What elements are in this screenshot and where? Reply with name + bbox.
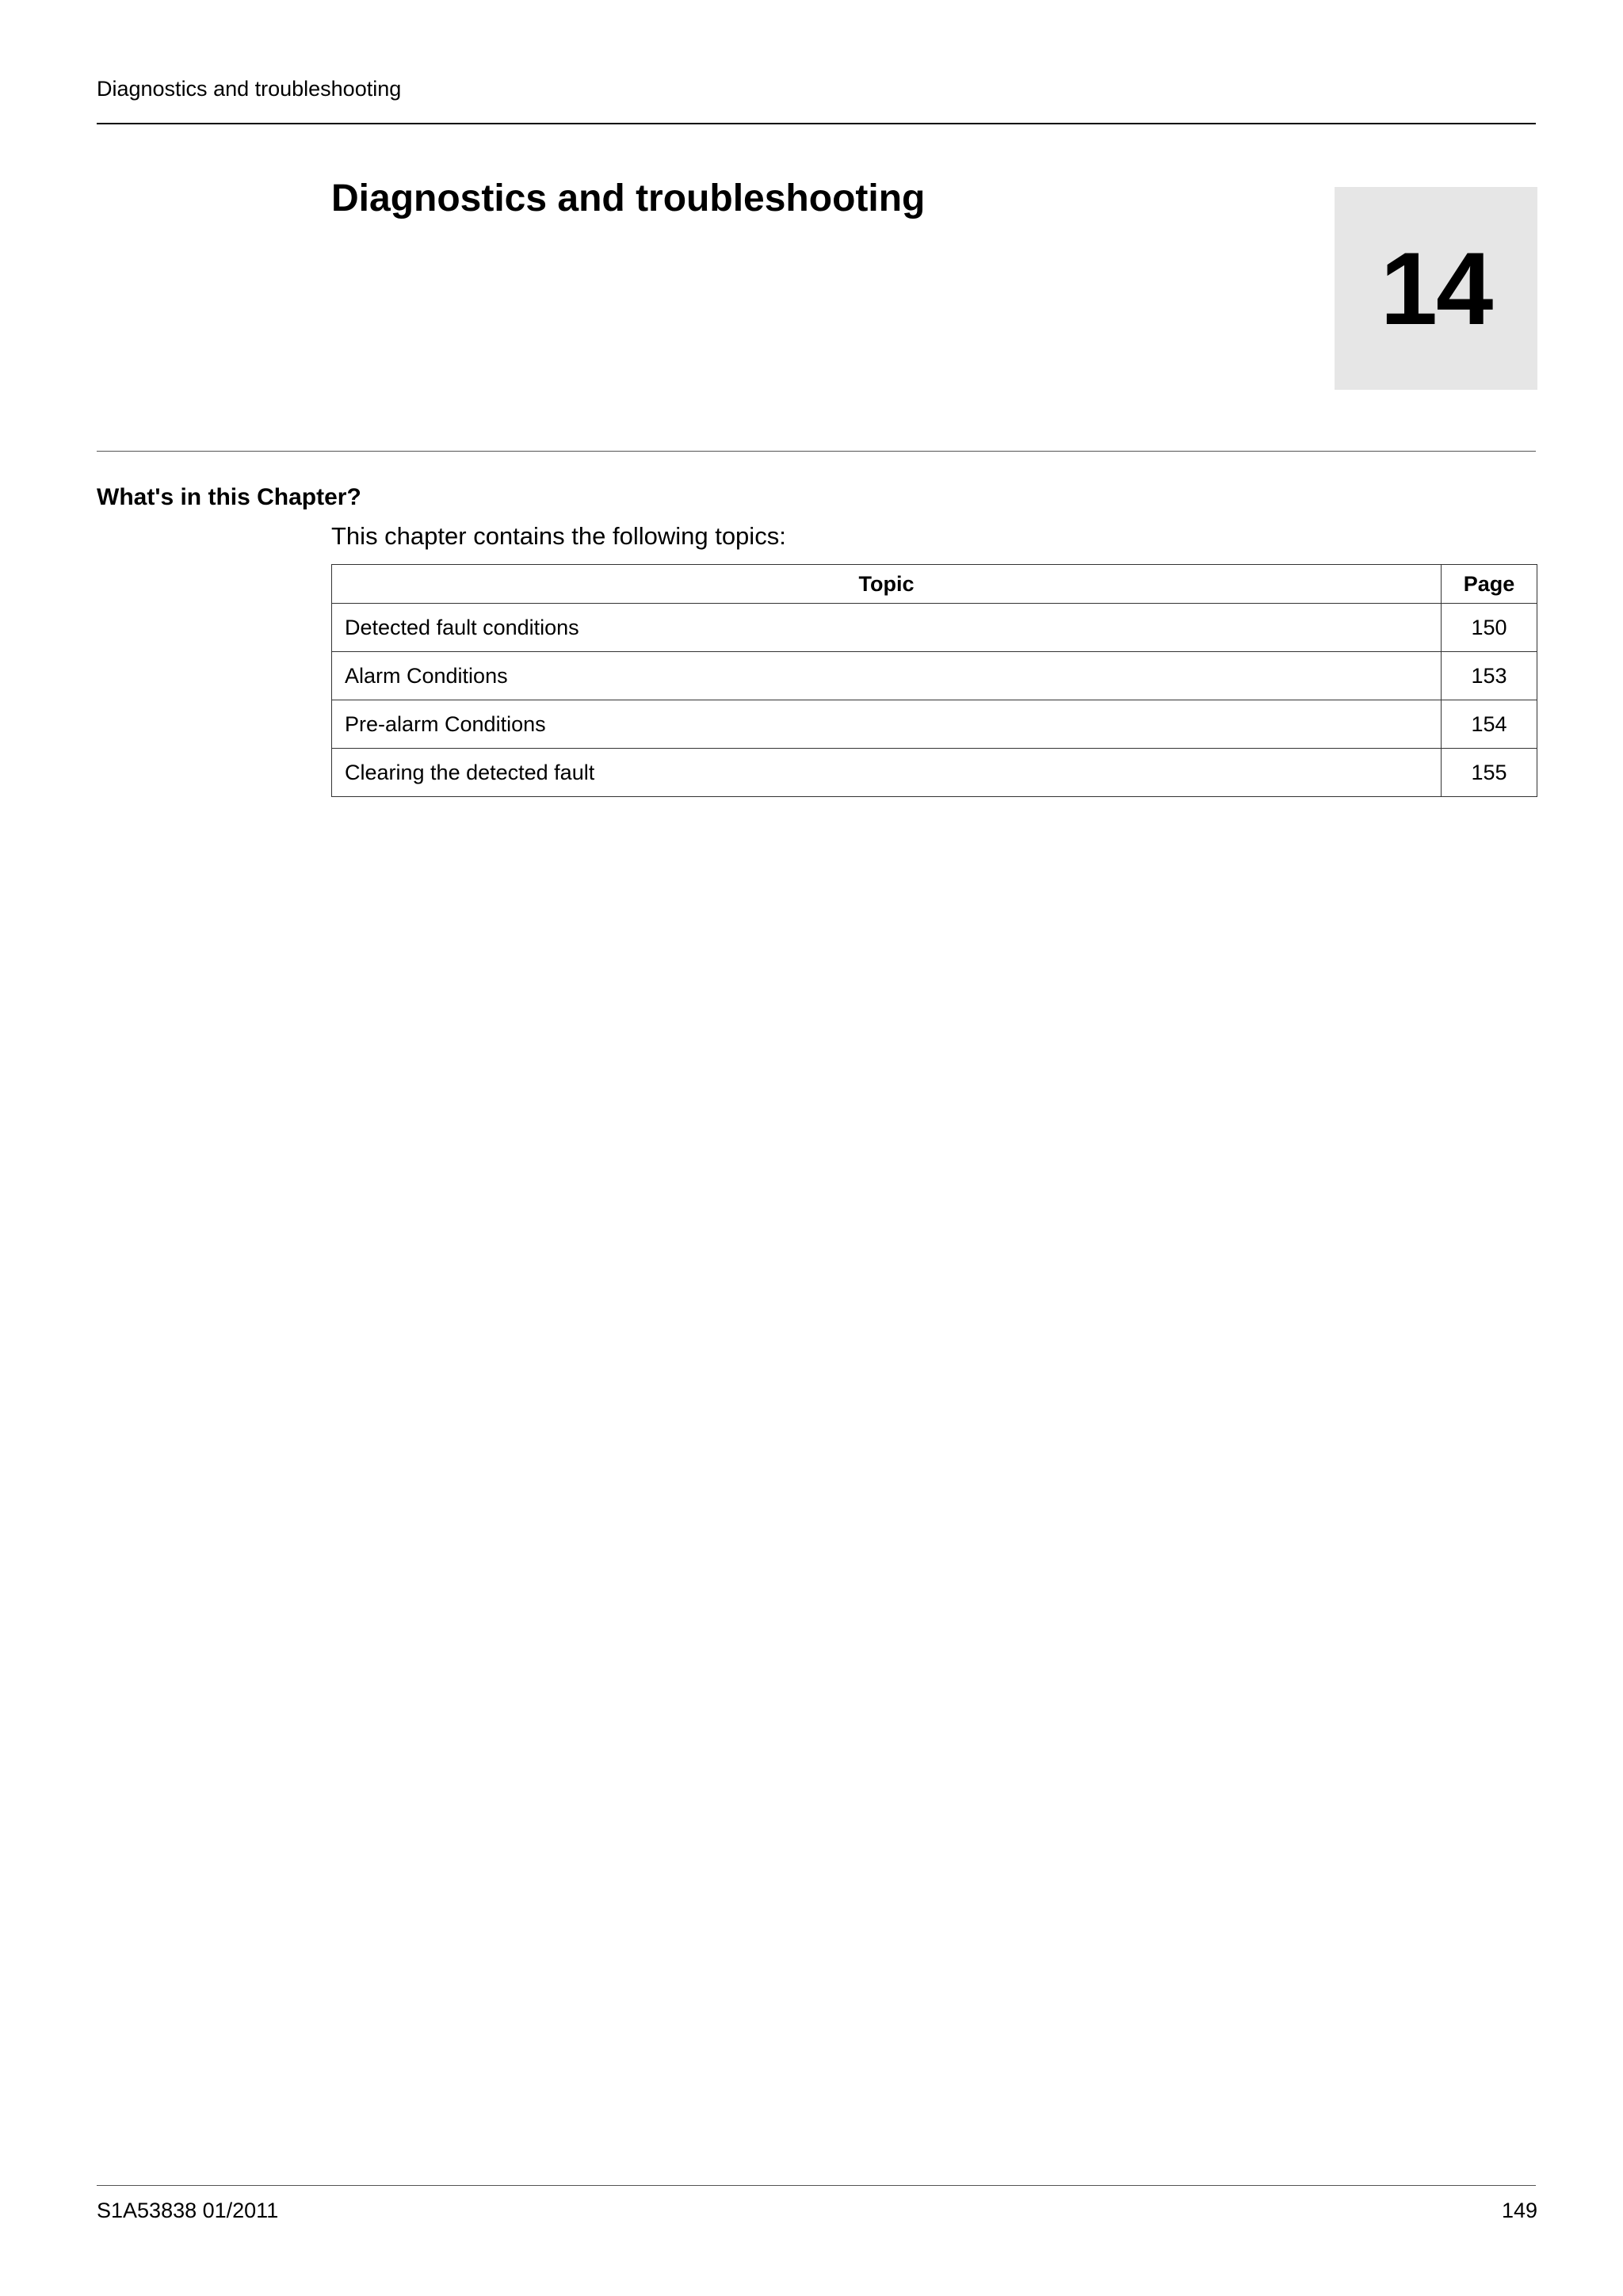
footer-rule xyxy=(97,2185,1536,2186)
table-header-row xyxy=(332,565,1537,604)
topic-column-header: Topic xyxy=(332,565,1442,604)
table-row[interactable] xyxy=(332,700,1537,749)
topic-cell[interactable]: Clearing the detected fault xyxy=(332,749,1442,797)
running-header: Diagnostics and troubleshooting xyxy=(97,77,402,101)
page-cell[interactable]: 153 xyxy=(1442,652,1537,700)
table-row[interactable] xyxy=(332,604,1537,652)
chapter-number: 14 xyxy=(1380,231,1492,346)
intro-text: This chapter contains the following topics: xyxy=(331,522,786,550)
table-row[interactable] xyxy=(332,652,1537,700)
page-column-header: Page xyxy=(1442,565,1537,604)
chapter-title: Diagnostics and troubleshooting xyxy=(331,177,926,219)
chapter-number-box xyxy=(1335,187,1537,390)
topic-cell[interactable]: Pre-alarm Conditions xyxy=(332,700,1442,749)
table-row[interactable] xyxy=(332,749,1537,797)
page-cell[interactable]: 154 xyxy=(1442,700,1537,749)
section-heading: What's in this Chapter? xyxy=(97,484,361,510)
page-number: 149 xyxy=(1501,2199,1537,2222)
topic-cell[interactable]: Alarm Conditions xyxy=(332,652,1442,700)
document-reference: S1A53838 01/2011 xyxy=(97,2199,279,2222)
topics-table xyxy=(331,564,1537,797)
page-cell[interactable]: 150 xyxy=(1442,604,1537,652)
page-cell[interactable]: 155 xyxy=(1442,749,1537,797)
topic-cell[interactable]: Detected fault conditions xyxy=(332,604,1442,652)
section-rule xyxy=(97,451,1536,452)
header-rule xyxy=(97,123,1536,124)
